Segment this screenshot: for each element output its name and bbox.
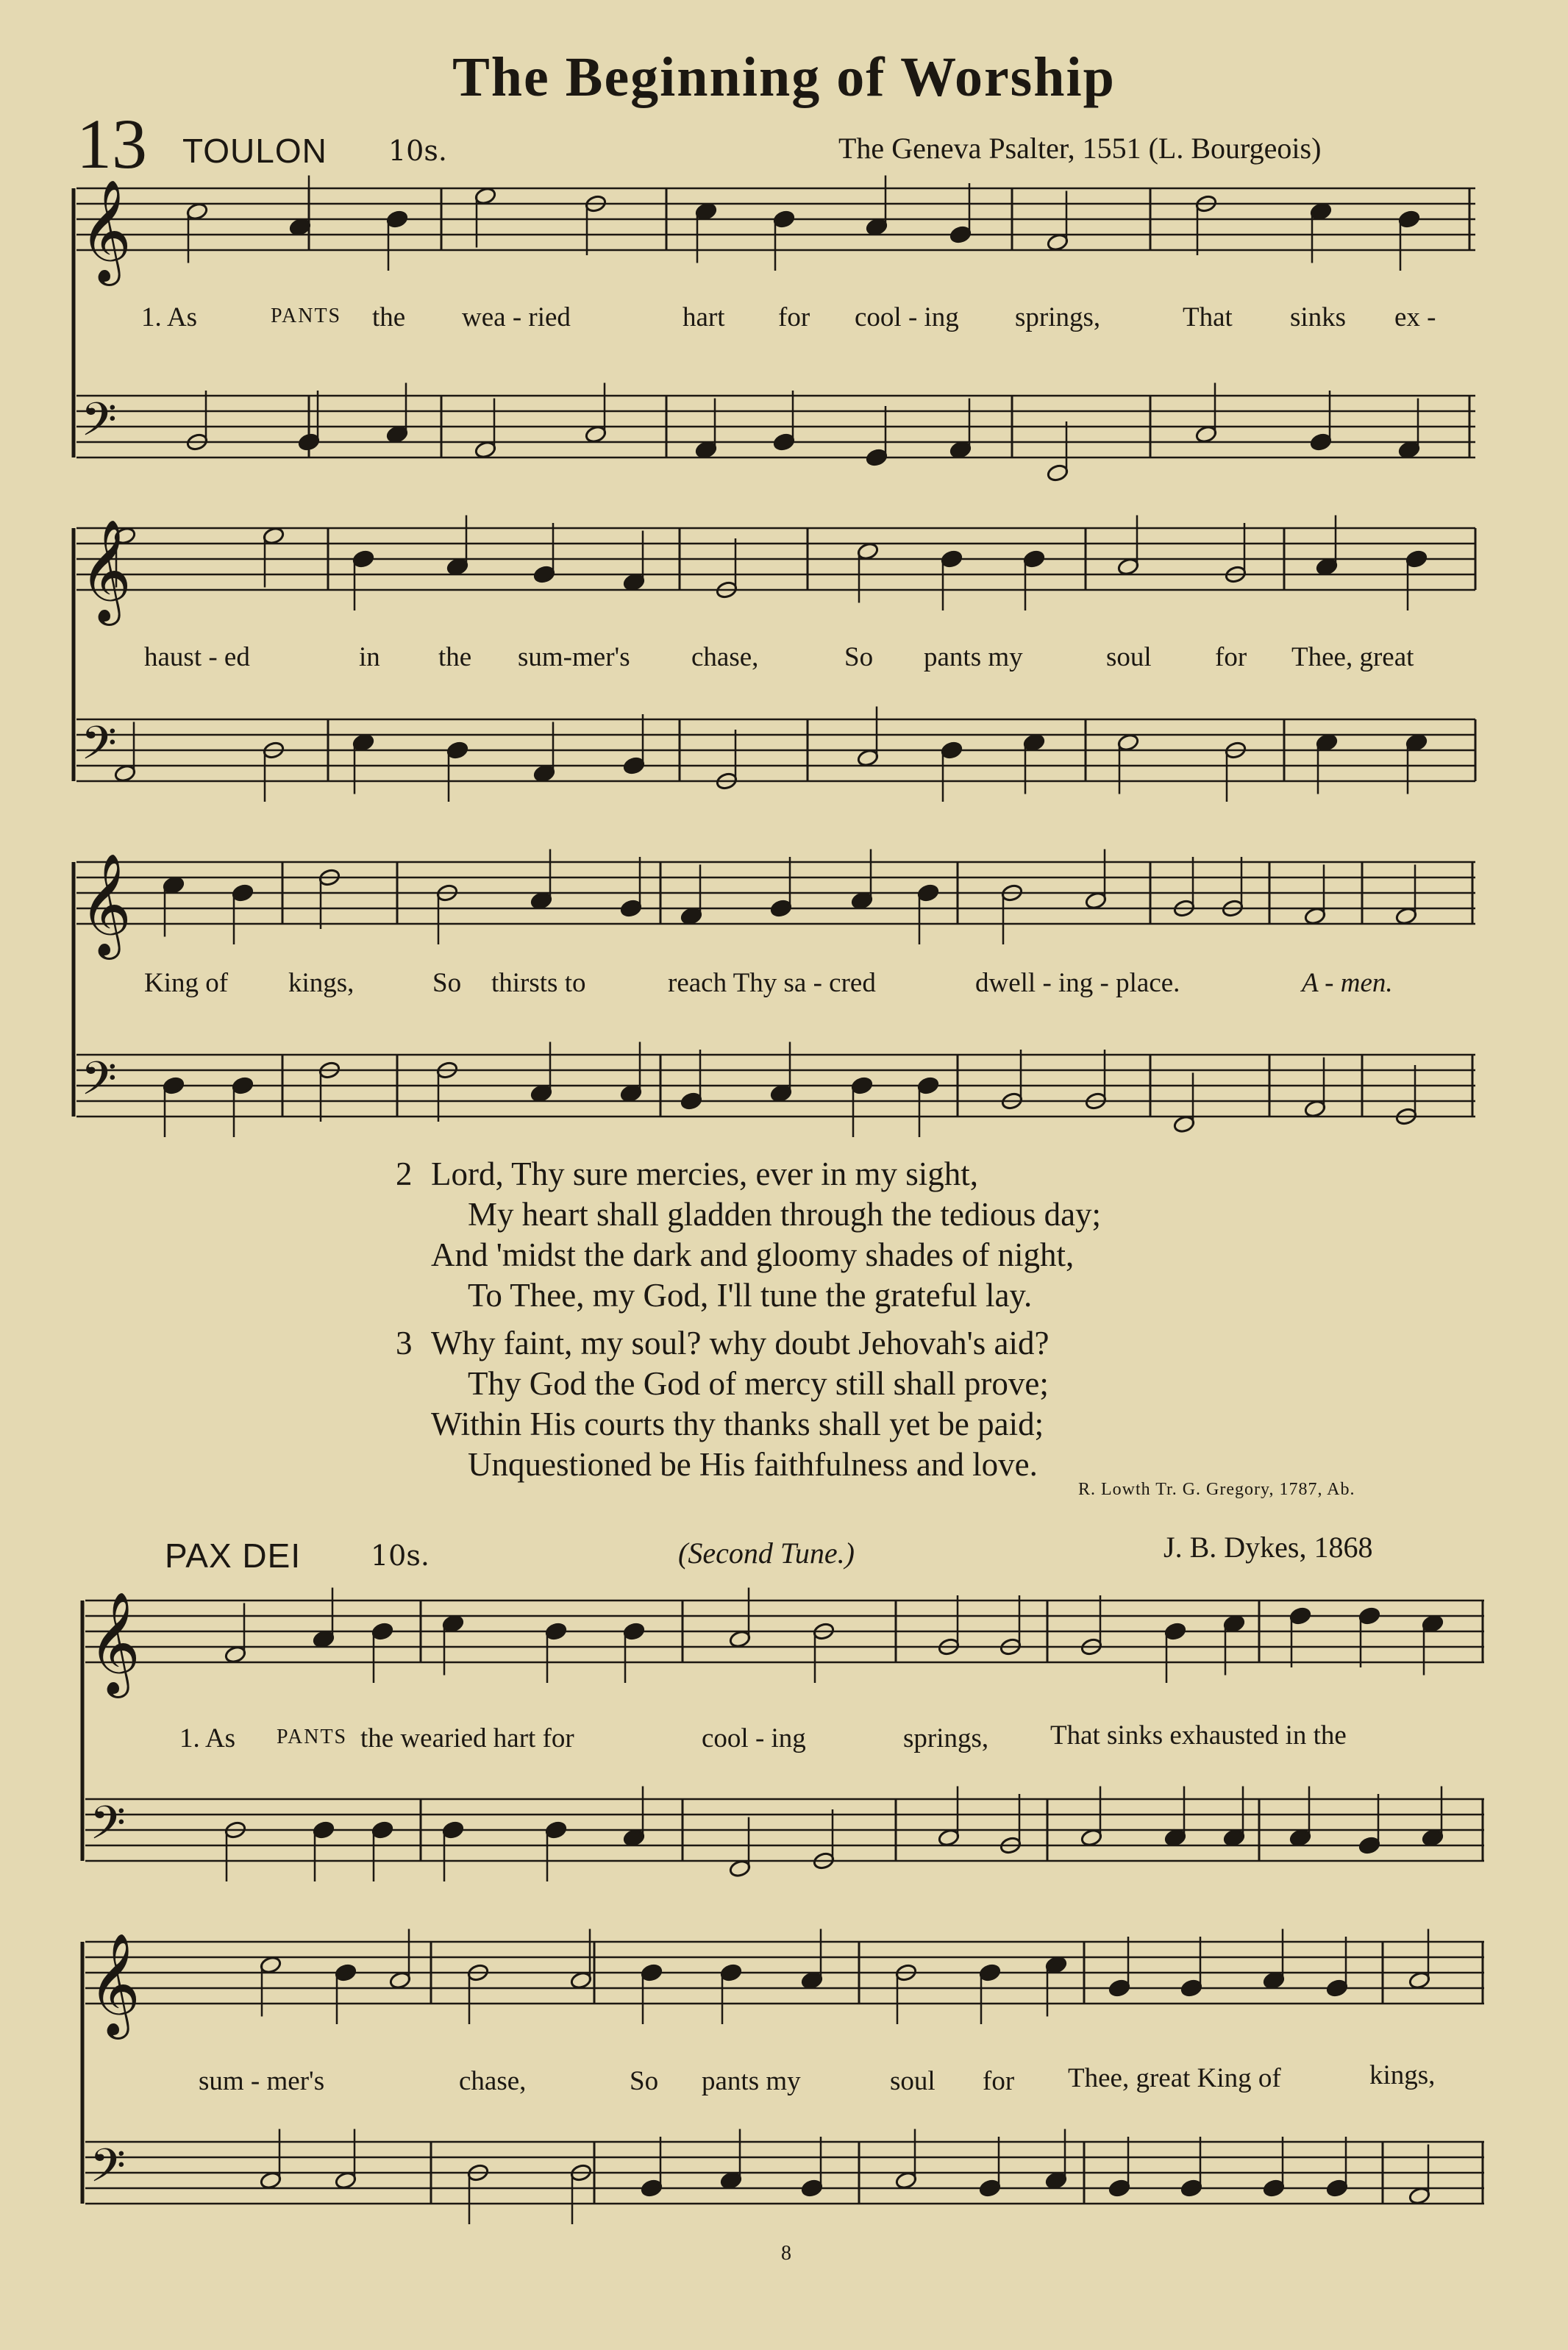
note-head [729, 1859, 752, 1879]
lyric-syllable: chase, [691, 642, 759, 672]
note-head [1180, 1979, 1203, 1998]
lyric-syllable: springs, [1015, 302, 1101, 332]
note-head [1326, 1979, 1349, 1998]
note-head [1080, 1829, 1103, 1848]
note-head [773, 210, 796, 229]
note-head [163, 876, 185, 895]
note-head [474, 441, 497, 460]
note-head [1408, 1971, 1431, 1990]
lyric-syllable: That sinks exhausted in the [1050, 1720, 1347, 1751]
note-head [1023, 549, 1046, 569]
note-head [1180, 2179, 1203, 2198]
lyric-syllable: Thee, great King of [1068, 2063, 1281, 2093]
note-head [866, 218, 888, 237]
note-head [1408, 2187, 1431, 2206]
note-head [260, 1956, 282, 1975]
note-head [1304, 1100, 1327, 1119]
verse-line: Lord, Thy sure mercies, ever in my sight, [431, 1156, 978, 1192]
note-head [446, 741, 469, 760]
note-head [680, 907, 703, 926]
note-head [1326, 2179, 1349, 2198]
verse-line: Unquestioned be His faithfulness and love. [468, 1446, 1038, 1483]
note-head [949, 441, 972, 460]
note-head [1108, 1979, 1131, 1998]
note-head [1316, 733, 1339, 752]
bass-clef-icon: 𝄢 [81, 716, 117, 781]
note-head [641, 2179, 663, 2198]
note-head [114, 764, 137, 783]
note-head [1263, 1971, 1286, 1990]
note-head [1223, 1614, 1246, 1634]
note-head [857, 542, 880, 561]
lyric-syllable: A - men. [1302, 968, 1393, 998]
note-head [442, 1614, 465, 1634]
note-head [545, 1622, 568, 1641]
treble-clef-icon: 𝄞 [79, 853, 132, 955]
note-head [979, 1963, 1002, 1982]
note-head [695, 202, 718, 221]
lyric-syllable: 1. As [141, 302, 198, 332]
note-head [641, 1963, 663, 1982]
lyric-syllable: That [1183, 302, 1233, 332]
section-title: The Beginning of Worship [452, 46, 1116, 108]
note-head [917, 883, 940, 902]
note-head [232, 1076, 254, 1095]
note-head [620, 1084, 643, 1103]
note-head [224, 1645, 247, 1664]
lyric-syllable: King of [144, 968, 229, 998]
lyric-syllable: the wearied hart for [360, 1723, 574, 1753]
note-head [729, 1630, 752, 1649]
note-head [474, 187, 497, 206]
note-head [585, 425, 607, 444]
note-head [1047, 233, 1069, 252]
tune-name-second: PAX DEI [165, 1537, 302, 1575]
note-head [530, 891, 553, 911]
note-head [313, 1820, 335, 1840]
note-head [533, 565, 556, 584]
bass-clef-icon: 𝄢 [81, 392, 117, 457]
lyric-syllable: chase, [459, 2066, 527, 2096]
lyric-syllable: Thee, great [1291, 642, 1414, 672]
lyric-syllable: pants my [924, 642, 1023, 672]
lyric-syllable: in [359, 642, 380, 672]
lyric-syllable: kings, [1369, 2060, 1436, 2090]
note-head [770, 1084, 793, 1103]
note-head [941, 549, 963, 569]
lyric-syllable: for [1215, 642, 1247, 672]
treble-clef-icon: 𝄞 [88, 1933, 140, 2035]
note-head [1316, 558, 1339, 577]
note-head [186, 202, 209, 221]
note-head [773, 432, 796, 452]
note-head [386, 210, 409, 229]
composer-credit: The Geneva Psalter, 1551 (L. Bourgeois) [838, 132, 1322, 165]
bass-clef-icon: 𝄢 [90, 1795, 126, 1861]
treble-clef-icon: 𝄞 [79, 179, 132, 282]
verse-line: To Thee, my God, I'll tune the grateful lay. [468, 1277, 1033, 1314]
treble-clef-icon: 𝄞 [88, 1592, 140, 1694]
note-head [386, 425, 409, 444]
note-head [1395, 907, 1418, 926]
note-head [1422, 1614, 1444, 1634]
note-head [371, 1622, 394, 1641]
note-head [1047, 463, 1069, 483]
note-head [770, 899, 793, 918]
note-head [442, 1820, 465, 1840]
note-head [1263, 2179, 1286, 2198]
note-head [857, 749, 880, 768]
note-head [695, 441, 718, 460]
lyric-syllable: hart [683, 302, 725, 332]
note-head [1117, 733, 1140, 752]
note-head [941, 741, 963, 760]
lyric-syllable: ex - [1394, 302, 1436, 332]
lyric-syllable: reach Thy sa - cred [668, 968, 876, 998]
note-head [623, 1622, 646, 1641]
note-head [720, 2171, 743, 2190]
note-head [1117, 558, 1140, 577]
note-head [1045, 2171, 1068, 2190]
lyric-syllable: sinks [1290, 302, 1347, 332]
note-head [1108, 2179, 1131, 2198]
lyric-syllable: haust - ed [144, 642, 250, 672]
note-head [620, 899, 643, 918]
verse-number: 2 [396, 1156, 413, 1192]
second-tune-label: (Second Tune.) [678, 1537, 855, 1570]
verse-line: Why faint, my soul? why doubt Jehovah's aid? [431, 1325, 1050, 1361]
note-head [335, 2171, 357, 2190]
lyric-syllable: PANTS [277, 1726, 348, 1748]
bass-clef-icon: 𝄢 [90, 2138, 126, 2204]
note-head [533, 764, 556, 783]
verse-line: My heart shall gladden through the tedious day; [468, 1196, 1102, 1233]
note-head [979, 2179, 1002, 2198]
note-head [545, 1820, 568, 1840]
note-head [313, 1630, 335, 1649]
note-head [530, 1084, 553, 1103]
meter: 10s. [388, 135, 447, 167]
note-head [1223, 1829, 1246, 1848]
note-head [851, 1076, 874, 1095]
lyric-syllable: thirsts to [491, 968, 586, 998]
note-head [801, 2179, 824, 2198]
note-head [851, 891, 874, 911]
note-head [1164, 1622, 1187, 1641]
note-head [389, 1971, 412, 1990]
hymn-number: 13 [76, 104, 147, 183]
note-head [1398, 210, 1421, 229]
lyric-syllable: PANTS [271, 305, 342, 327]
note-head [1310, 432, 1333, 452]
verse-line: Thy God the God of mercy still shall prove; [468, 1365, 1049, 1402]
note-head [1405, 733, 1428, 752]
lyric-syllable: for [983, 2066, 1015, 2096]
note-head [1358, 1606, 1381, 1626]
note-head [163, 1076, 185, 1095]
lyric-syllable: kings, [288, 968, 354, 998]
verse-number: 3 [396, 1325, 413, 1361]
note-head [1023, 733, 1046, 752]
lyric-syllable: pants my [702, 2066, 801, 2096]
note-head [938, 1829, 961, 1848]
meter-second: 10s. [371, 1539, 430, 1572]
note-head [1085, 891, 1108, 911]
note-head [446, 558, 469, 577]
lyric-syllable: So [844, 642, 874, 672]
lyric-syllable: for [778, 302, 810, 332]
lyric-syllable: sum - mer's [199, 2066, 325, 2096]
note-head [352, 733, 375, 752]
note-head [298, 432, 321, 452]
note-head [623, 573, 646, 592]
treble-clef-icon: 𝄞 [79, 519, 132, 622]
note-head [1310, 202, 1333, 221]
lyric-syllable: 1. As [179, 1723, 236, 1753]
lyric-syllable: So [630, 2066, 659, 2096]
note-head [263, 527, 285, 546]
note-head [623, 756, 646, 775]
note-head [895, 2171, 918, 2190]
lyric-syllable: So [432, 968, 462, 998]
composer-credit-second: J. B. Dykes, 1868 [1163, 1531, 1373, 1564]
lyric-syllable: springs, [903, 1723, 989, 1753]
note-head [1398, 441, 1421, 460]
note-head [1422, 1829, 1444, 1848]
bass-clef-icon: 𝄢 [81, 1051, 117, 1117]
note-head [1358, 1836, 1381, 1855]
lyric-syllable: wea - ried [462, 302, 571, 332]
note-head [1045, 1956, 1068, 1975]
note-head [232, 883, 254, 902]
note-head [801, 1971, 824, 1990]
note-head [949, 225, 972, 244]
lyric-syllable: the [438, 642, 472, 672]
text-attribution: R. Lowth Tr. G. Gregory, 1787, Ab. [1078, 1480, 1355, 1499]
verse-line: And 'midst the dark and gloomy shades of night, [431, 1236, 1075, 1273]
note-head [335, 1963, 357, 1982]
note-head [1405, 549, 1428, 569]
lyric-syllable: cool - ing [702, 1723, 806, 1753]
note-head [1289, 1829, 1312, 1848]
note-head [1164, 1829, 1187, 1848]
lyric-syllable: soul [1106, 642, 1152, 672]
note-head [917, 1076, 940, 1095]
note-head [866, 448, 888, 467]
note-head [680, 1092, 703, 1111]
note-head [1173, 1115, 1196, 1134]
lyric-syllable: soul [890, 2066, 936, 2096]
note-head [352, 549, 375, 569]
note-head [371, 1820, 394, 1840]
tune-name: TOULON [182, 132, 327, 170]
note-head [1304, 907, 1327, 926]
page-number: 8 [781, 2242, 791, 2265]
note-head [623, 1829, 646, 1848]
lyric-syllable: dwell - ing - place. [975, 968, 1180, 998]
note-head [1195, 425, 1218, 444]
note-head [720, 1963, 743, 1982]
lyric-syllable: sum-mer's [518, 642, 630, 672]
verse-line: Within His courts thy thanks shall yet be paid; [431, 1406, 1044, 1442]
note-head [260, 2171, 282, 2190]
lyric-syllable: cool - ing [855, 302, 959, 332]
lyric-syllable: the [372, 302, 406, 332]
note-head [1289, 1606, 1312, 1626]
note-head [570, 1971, 593, 1990]
